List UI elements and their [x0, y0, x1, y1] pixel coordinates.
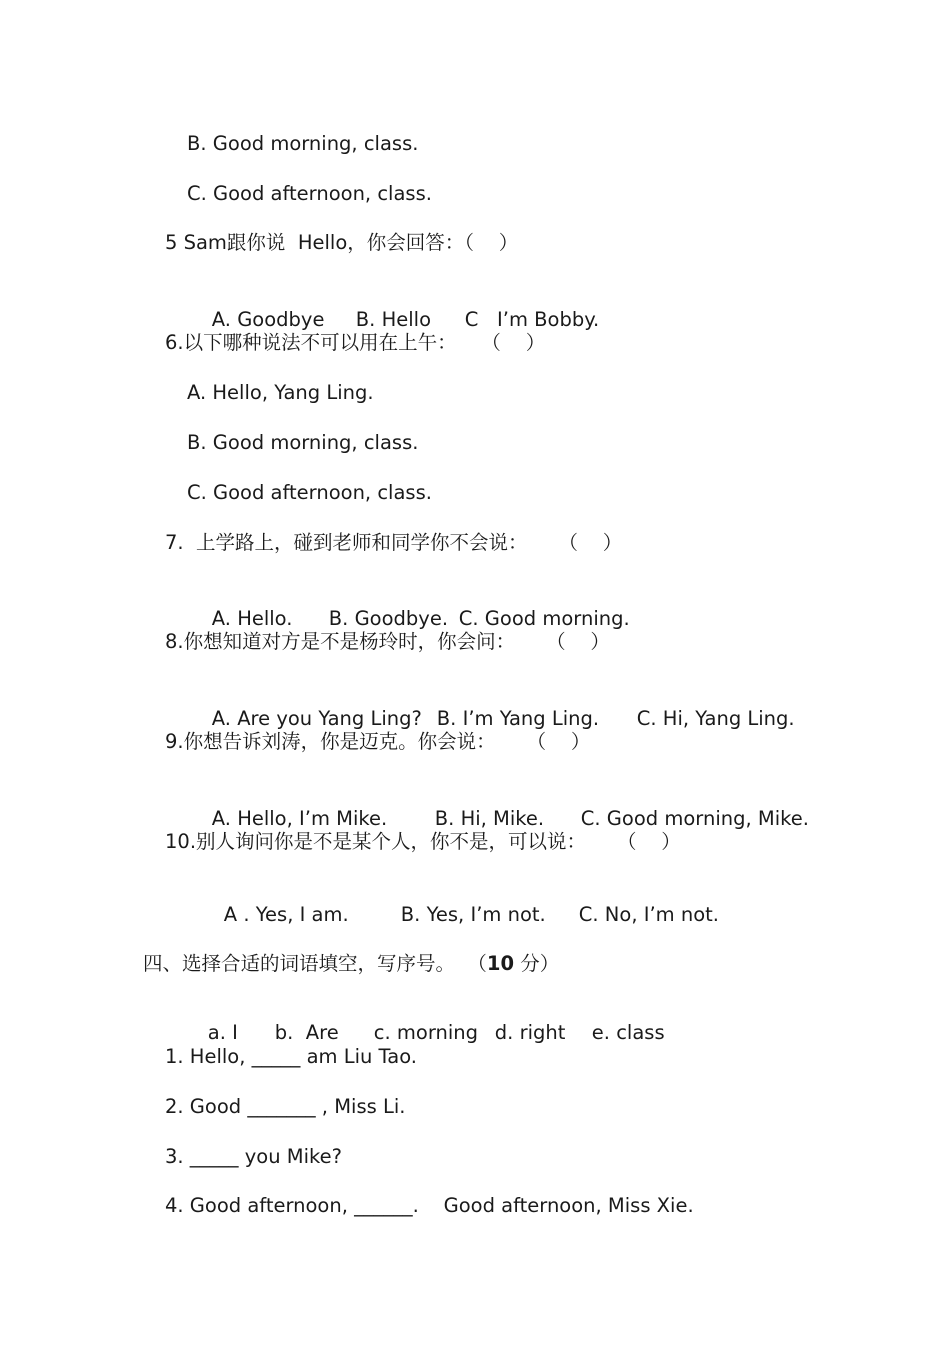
q10-option-a: A . Yes, I am. [223, 903, 349, 926]
fill-item-3: 3. _____ you Mike? [165, 1145, 342, 1168]
q10-options [199, 876, 719, 954]
q7-option-a: A. Hello. [211, 607, 293, 630]
q9-option-b: B. Hi, Mike. [434, 807, 545, 830]
q4-option-c: C. Good afternoon, class. [187, 182, 432, 205]
q10-option-c: C. No, I’m not. [578, 903, 720, 926]
word-bank-b: b. Are [274, 1021, 339, 1044]
word-bank-e: e. class [591, 1021, 665, 1044]
q5-option-c: C I’m Bobby. [464, 308, 600, 331]
q6-option-a: A. Hello, Yang Ling. [187, 381, 374, 404]
q7-question: 7. 上学路上，碰到老师和同学你不会说： （ ） [165, 531, 623, 554]
q8-option-c: C. Hi, Yang Ling. [636, 707, 795, 730]
q8-option-b: B. I’m Yang Ling. [436, 707, 600, 730]
section4-title [143, 951, 559, 977]
q9-question: 9.你想告诉刘涛，你是迈克。你会说： （ ） [165, 730, 591, 753]
fill-item-4: 4. Good afternoon, ______. Good afternoon, Miss Xie. [165, 1194, 694, 1217]
q8-question: 8.你想知道对方是不是杨玲时，你会问： （ ） [165, 630, 610, 653]
q6-question: 6.以下哪种说法不可以用在上午： （ ） [165, 331, 546, 354]
word-bank-d: d. right [494, 1021, 566, 1044]
q5-question: 5 Sam跟你说 Hello，你会回答：（ ） [165, 231, 519, 254]
fill-item-2: 2. Good _______ , Miss Li. [165, 1095, 406, 1118]
section4-title-prefix: 四、选择合适的词语填空，写序号。 （ [143, 952, 487, 975]
q10-question: 10.别人询问你是不是某个人，你不是，可以说： （ ） [165, 830, 681, 853]
q5-option-a: A. Goodbye [211, 308, 325, 331]
section4-points: 10 [486, 952, 515, 975]
q4-option-b: B. Good morning, class. [187, 132, 419, 155]
q9-option-c: C. Good morning, Mike. [580, 807, 809, 830]
q7-option-c: C. Good morning. [458, 607, 630, 630]
q10-option-b: B. Yes, I’m not. [400, 903, 546, 926]
q6-option-b: B. Good morning, class. [187, 431, 419, 454]
word-bank-a: a. I [207, 1021, 238, 1044]
q8-option-a: A. Are you Yang Ling? [211, 707, 422, 730]
q7-option-b: B. Goodbye. [328, 607, 449, 630]
word-bank-c: c. morning [373, 1021, 479, 1044]
fill-item-1: 1. Hello, _____ am Liu Tao. [165, 1045, 417, 1068]
section4-title-suffix: 分） [514, 952, 560, 975]
q5-option-b: B. Hello [355, 308, 431, 331]
q9-option-a: A. Hello, I’m Mike. [211, 807, 388, 830]
q6-option-c: C. Good afternoon, class. [187, 481, 432, 504]
